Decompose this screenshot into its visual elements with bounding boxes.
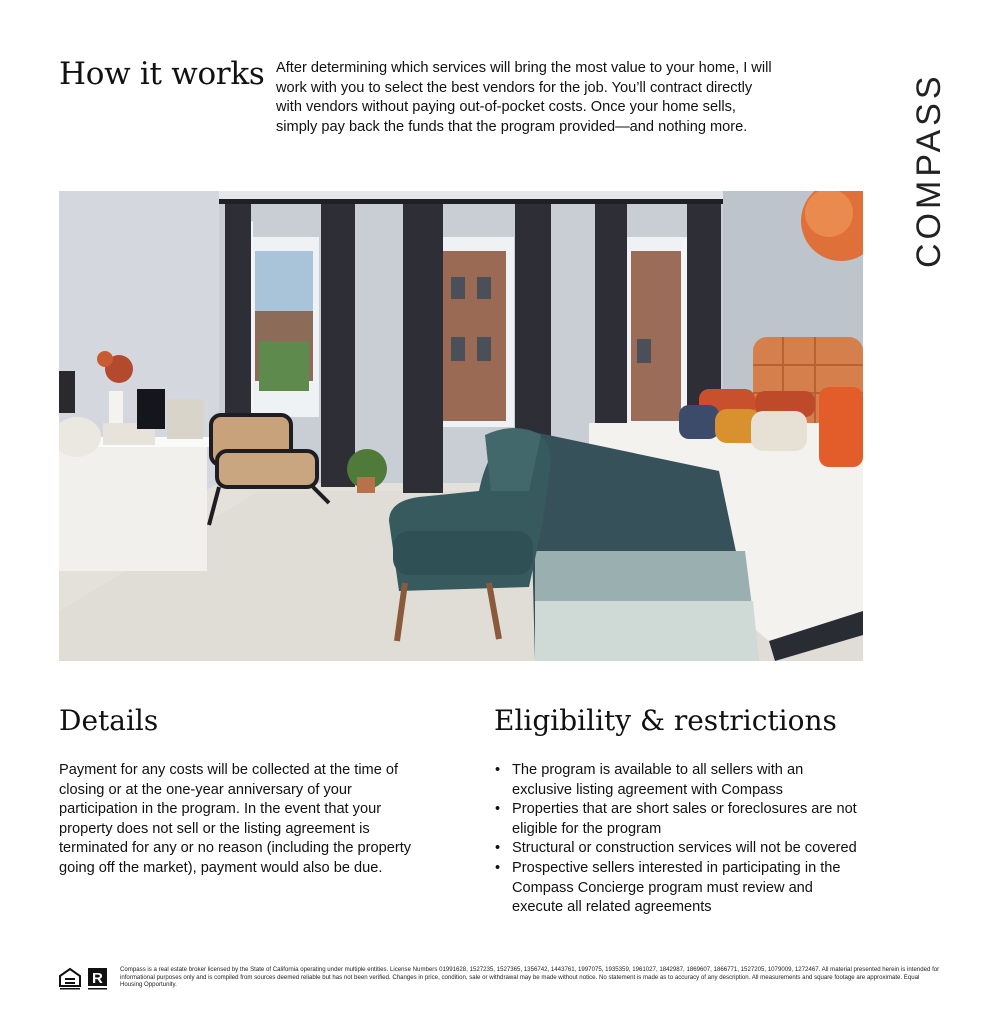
list-item: • Prospective sellers interested in participating in the Compass Concierge program must review and execute all related agreements xyxy=(494,859,864,918)
bedroom-photo-illustration xyxy=(59,191,863,661)
list-item: • Structural or construction services will not be covered xyxy=(494,839,864,859)
how-it-works-body: After determining which services will bring the most value to your home, I will work with you to select the best vendors for the job. You’ll contract directly with vendors without paying out-of-pocket costs. Once your home sells, simply pay back the funds that the program provided—and nothing more. xyxy=(276,60,772,135)
details-heading: Details xyxy=(59,704,159,737)
compass-logo xyxy=(906,55,948,270)
eligibility-heading: Eligibility & restrictions xyxy=(494,704,837,737)
realtor-icon xyxy=(88,968,107,990)
footer-logos xyxy=(59,967,111,991)
legal-disclaimer: Compass is a real estate broker licensed by the State of California operating under multiple entities. License Numbers 01991628, 1527235, 1527365, 1356742, 1443761, 1997075, 1935359, 1961027, 1842987, 1869607, 1866771, 1527205, 1079009, 1272467. All material presented herein is intended for informational purposes only and is compiled from sources deemed reliable but has not been verified. Changes in price, condition, sale or withdrawal may be made without notice. No statement is made as to accuracy of any description. All measurements and square footage are approximate. Equal Housing Opportunity. xyxy=(120,966,940,989)
how-it-works-heading: How it works xyxy=(59,56,265,92)
equal-housing-opportunity-icon xyxy=(60,969,80,990)
bedroom-photo xyxy=(59,191,863,661)
list-item: • Properties that are short sales or foreclosures are not eligible for the program xyxy=(494,800,864,839)
eligibility-list xyxy=(494,761,864,918)
svg-text:R: R xyxy=(92,970,103,987)
details-body: Payment for any costs will be collected at the time of closing or at the one-year anniversary of your participation in the program. In the event that your property does not sell or the listing agreement is terminated for any or no reason (including the property going off the market), payment would also be due. xyxy=(59,762,412,876)
list-item: • The program is available to all sellers with an exclusive listing agreement with Compass xyxy=(494,761,864,800)
compass-logo-text: COMPASS xyxy=(910,72,948,268)
